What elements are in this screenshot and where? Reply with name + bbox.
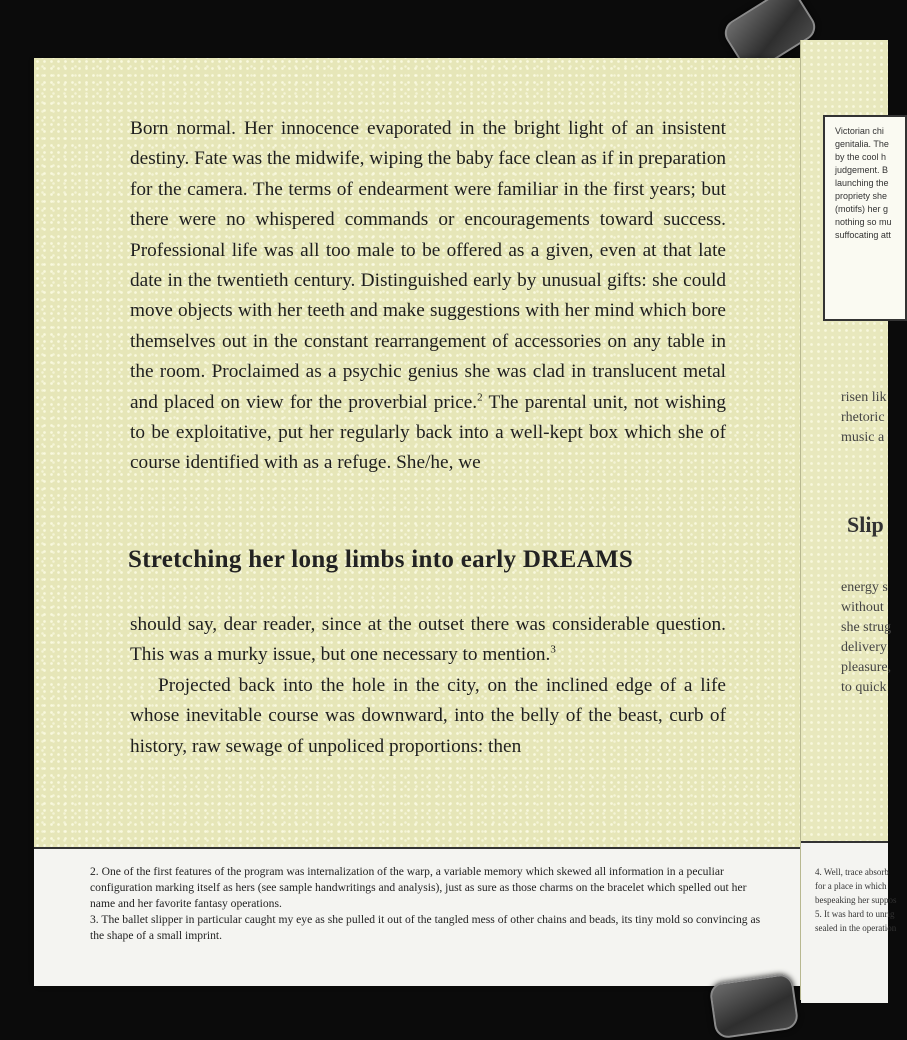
footnote-ref-2[interactable]: 2 bbox=[477, 391, 483, 404]
paragraph-1: Born normal. Her innocence evaporated in the bright light of an insistent destiny. Fate was the midwife, wiping the baby face clean as if in preparation for the camera. The terms of endearment were familiar in the first years; but there were no whispered commands or encouragements toward success. Professional life was all too male to be offered as a given, even at that late date in the twentieth century. Distinguished early by unusual gifts: she could move objects with her teeth and make suggestions with her mind which bore themselves out in the constant rearrangement of accessories on any table in the room. Proclaimed as a psychic genius she was clad in translucent metal and placed on view for the proverbial price.$^2$ The parental unit, not wishing to be exploitative, put her regularly back into a well-kept box which she of course identified with as a refuge. She/he, we bbox=[130, 118, 726, 474]
footnote-box bbox=[34, 847, 800, 986]
main-body-text-continued bbox=[130, 610, 726, 762]
right-page bbox=[800, 40, 897, 1000]
paragraph-3: Projected back into the hole in the city, on the inclined edge of a life whose inevitable course was downward, into the belly of the beast, curb of history, raw sewage of unpoliced proportions: then bbox=[130, 674, 726, 757]
right-page-heading: Slip bbox=[847, 512, 884, 537]
footnote-ref-3[interactable]: 3 bbox=[550, 643, 556, 656]
footnote-2: 2. One of the first features of the program was internalization of the warp, a variable memory which skewed all information in a peculiar configuration marking itself as hers (see sample handwritings and analysis), just as sure as those charms on the bracelet which spelled out her name and her favorite fantasy operations. bbox=[90, 865, 747, 910]
left-page bbox=[34, 58, 800, 984]
right-page-text-2: energy s without she strug delivery pleasure, to quick bbox=[841, 580, 892, 695]
main-body-text bbox=[130, 114, 726, 479]
right-page-footnote-box bbox=[801, 841, 897, 1003]
right-page-footnotes: 4. Well, trace absorb for a place in which bespeaking her suppos 5. It was hard to unrig sealed in the operation bbox=[815, 867, 897, 933]
paragraph-2: should say, dear reader, since at the outset there was considerable question. This was a murky issue, but one necessary to mention.$^3$ bbox=[130, 614, 726, 666]
right-page-box-text: Victorian chi genitalia. The by the cool h judgement. B launching the propriety she (motifs) her g nothing so mu suffocating att bbox=[835, 126, 892, 240]
footnote-3: 3. The ballet slipper in particular caught my eye as she pulled it out of the tangled mess of other chains and beads, its tiny mold so convincing as the shape of a small imprint. bbox=[90, 913, 761, 942]
footnotes bbox=[90, 864, 766, 944]
right-page-sidebar-box bbox=[823, 115, 907, 321]
binder-clip-bottom bbox=[709, 972, 800, 1039]
section-heading: Stretching her long limbs into early DREAMS bbox=[128, 546, 634, 573]
right-page-text-1: risen lik rhetoric music a bbox=[841, 390, 887, 445]
